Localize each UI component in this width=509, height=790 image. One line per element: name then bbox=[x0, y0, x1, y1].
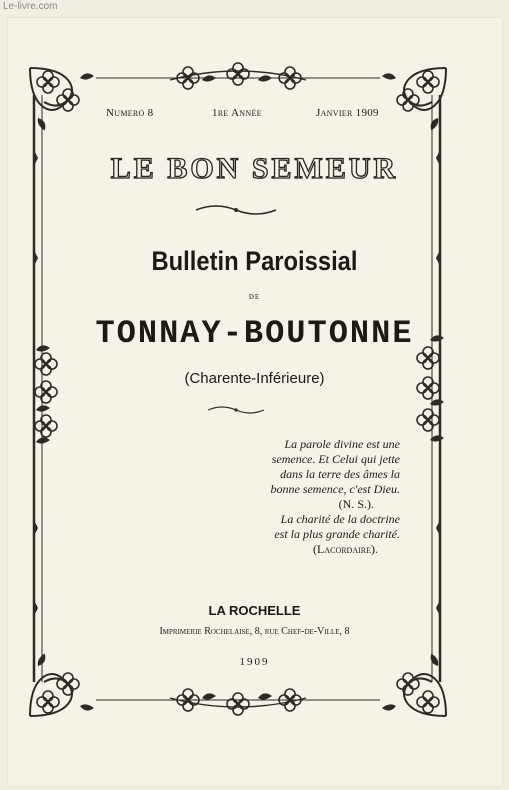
quote-attribution: (N. S.). bbox=[338, 497, 374, 511]
issue-number: Numero 8 bbox=[106, 107, 154, 119]
corner-ornament-tr bbox=[382, 68, 446, 132]
scripture-quote bbox=[220, 437, 400, 512]
masthead-title: LE BON SEMEUR bbox=[110, 152, 399, 185]
region-fleuron bbox=[208, 407, 264, 413]
quote-line: semence. Et Celui qui jette bbox=[271, 452, 400, 466]
quote-line: La charité de la doctrine bbox=[280, 512, 400, 526]
bottom-garland bbox=[170, 689, 306, 715]
preposition-de: DE bbox=[248, 293, 261, 301]
publication-year: 1re Année bbox=[212, 107, 262, 119]
publisher-city: LA ROCHELLE bbox=[208, 603, 301, 618]
title-fleuron bbox=[196, 206, 276, 214]
issue-date: Janvier 1909 bbox=[316, 107, 379, 119]
quote-line: est la plus grande charité. bbox=[274, 527, 400, 541]
top-garland bbox=[170, 63, 306, 89]
parish-name: TONNAY-BOUTONNE bbox=[95, 315, 414, 352]
quote-line: La parole divine est une bbox=[284, 437, 400, 451]
watermark: Le-livre.com bbox=[3, 1, 58, 12]
corner-ornament-tl bbox=[30, 68, 94, 132]
publication-year-footer: 1909 bbox=[239, 656, 270, 668]
bulletin-subtitle: Bulletin Paroissial bbox=[151, 246, 358, 276]
region-name: (Charente-Inférieure) bbox=[184, 370, 325, 387]
printer-address: Imprimerie Rochelaise, 8, rue Chef-de-Ville, 8 bbox=[159, 626, 350, 637]
quote-line: bonne semence, c'est Dieu. bbox=[270, 482, 400, 496]
lacordaire-quote bbox=[220, 512, 400, 557]
quote-attribution: (Lacordaire). bbox=[313, 542, 378, 556]
quote-line: dans la terre des âmes la bbox=[280, 467, 400, 481]
